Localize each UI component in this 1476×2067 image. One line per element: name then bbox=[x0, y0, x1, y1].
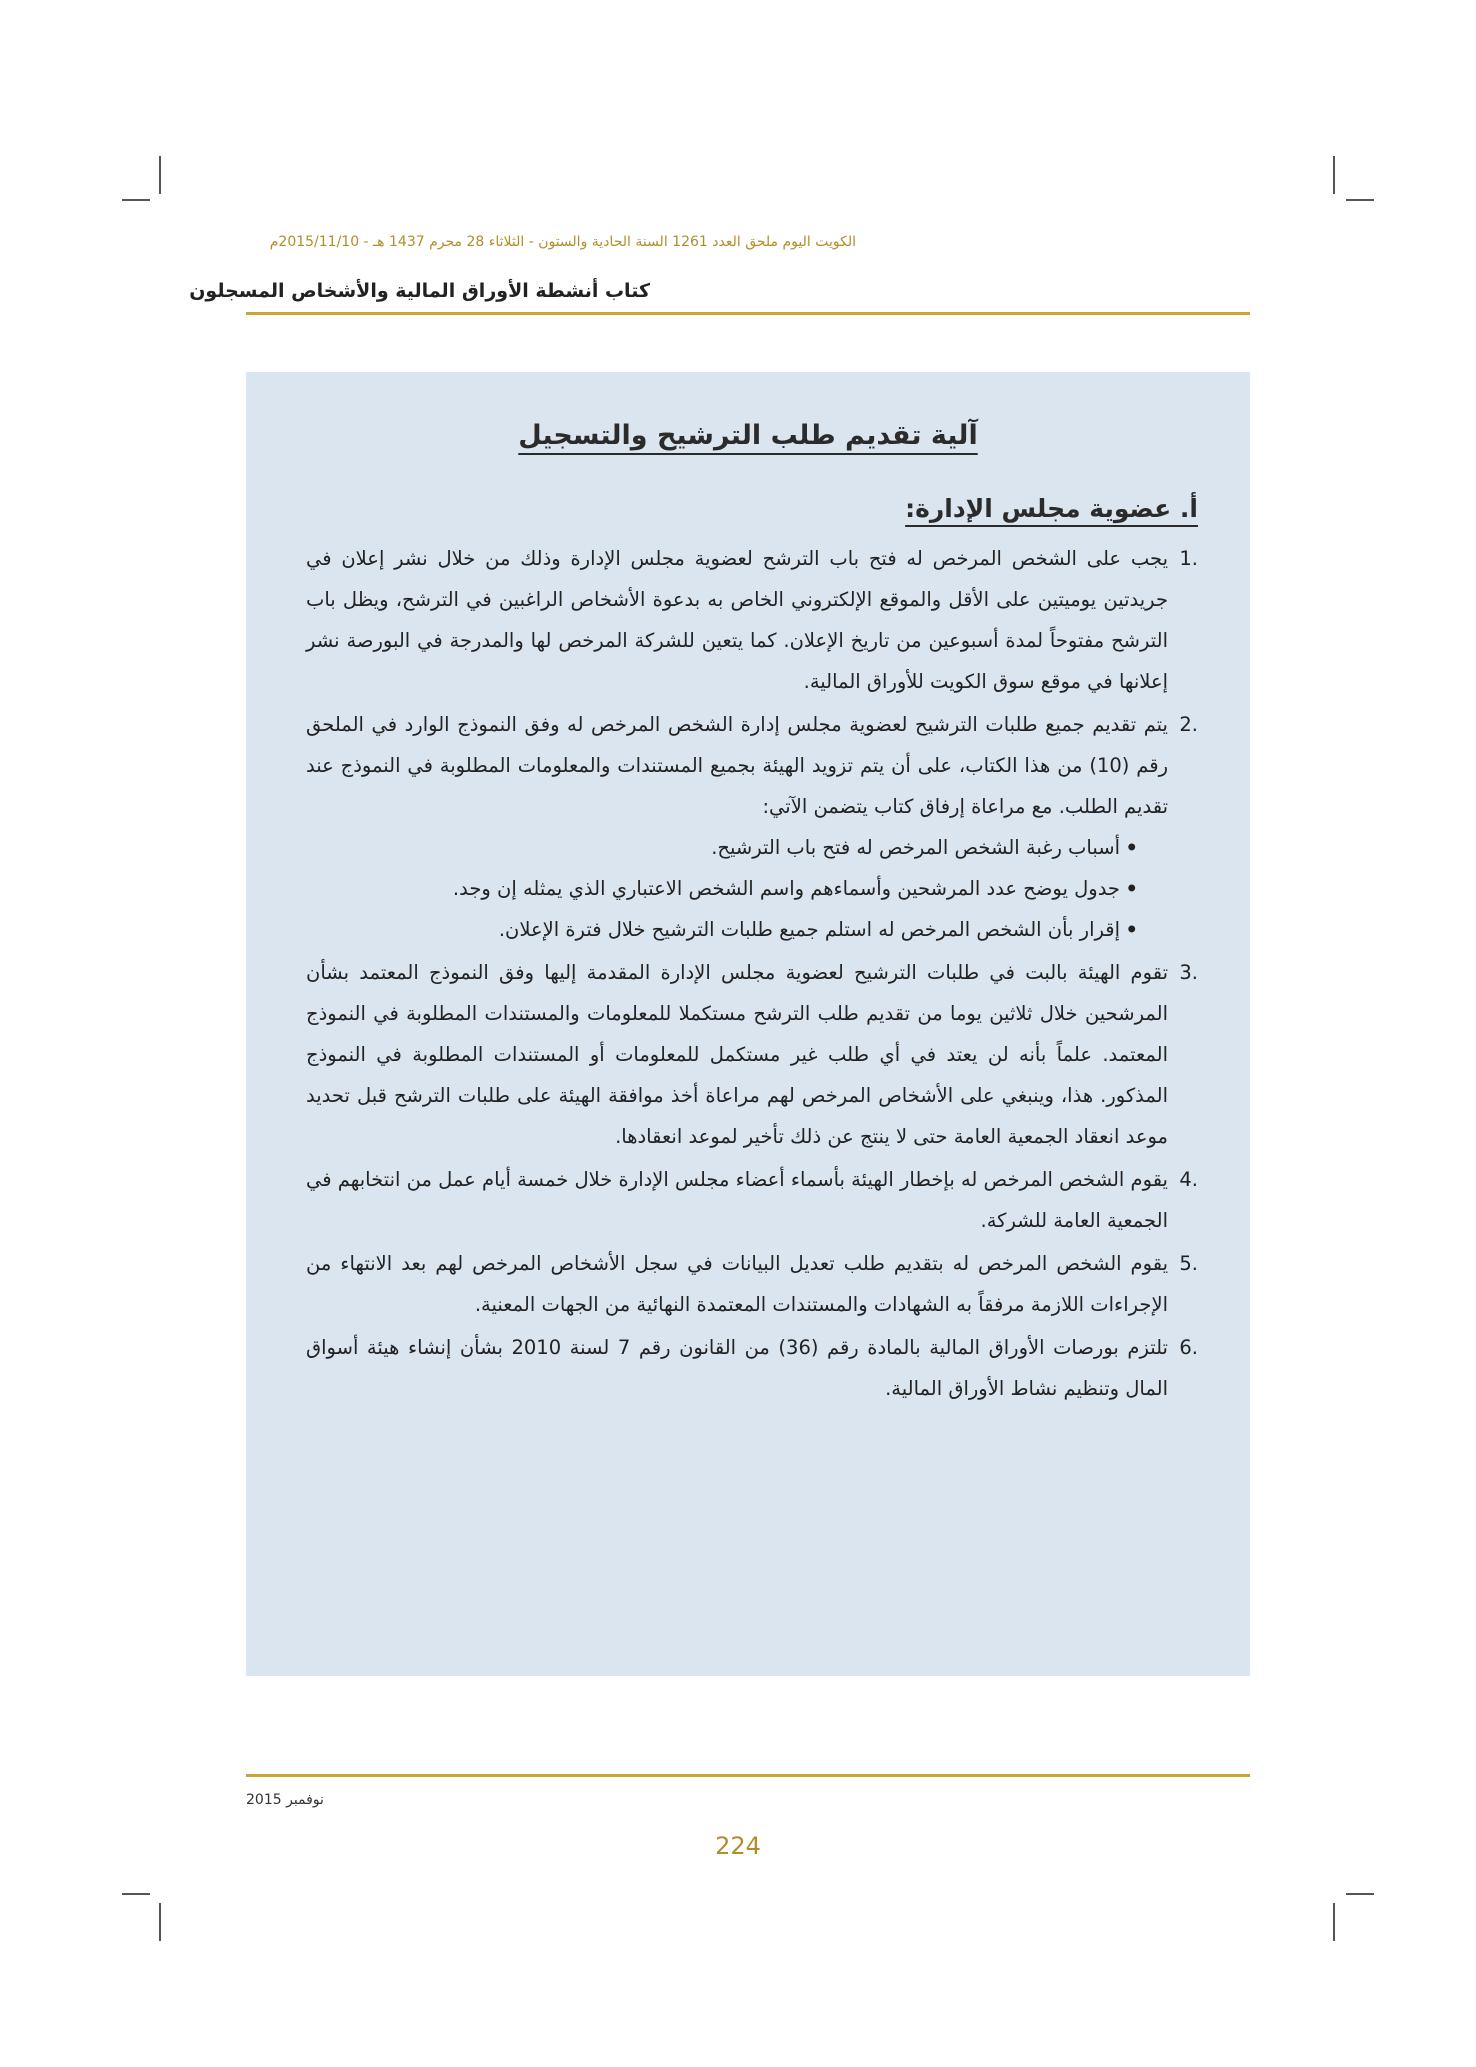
bullet-list bbox=[306, 827, 1168, 950]
list-item-2 bbox=[306, 704, 1198, 950]
list-item-number: 3. bbox=[1179, 961, 1198, 984]
list-item-body bbox=[306, 704, 1168, 950]
list-item-6 bbox=[306, 1327, 1198, 1409]
list-item-text: تلتزم بورصات الأوراق المالية بالمادة رقم (36) من القانون رقم 7 لسنة 2010 بشأن إنشاء هيئة أسواق المال وتنظيم نشاط الأوراق المالية. bbox=[306, 1336, 1168, 1400]
panel-title-text: آلية تقديم طلب الترشيح والتسجيل bbox=[518, 420, 978, 451]
list-item-4 bbox=[306, 1159, 1198, 1241]
footer-date: نوفمبر 2015 bbox=[246, 1792, 324, 1808]
panel-title bbox=[246, 420, 1250, 451]
list-item-text: يقوم الشخص المرخص له بإخطار الهيئة بأسماء أعضاء مجلس الإدارة خلال خمسة أيام عمل من انتخابهم في الجمعية العامة للشركة. bbox=[306, 1168, 1168, 1232]
book-title: كتاب أنشطة الأوراق المالية والأشخاص المسجلون bbox=[189, 280, 650, 302]
running-header: الكويت اليوم ملحق العدد 1261 السنة الحادية والستون - الثلاثاء 28 محرم 1437 هـ - 2015/11/10م bbox=[269, 234, 856, 250]
bullet-item: • أسباب رغبة الشخص المرخص له فتح باب الترشيح. bbox=[306, 827, 1138, 868]
list-item-number: 5. bbox=[1179, 1252, 1198, 1275]
crop-mark-top-right-vertical bbox=[1333, 156, 1335, 194]
list-item-1 bbox=[306, 538, 1198, 702]
bullet-item: • إقرار بأن الشخص المرخص له استلم جميع طلبات الترشيح خلال فترة الإعلان. bbox=[306, 909, 1138, 950]
list-item-number: 2. bbox=[1179, 713, 1198, 736]
section-heading: أ. عضوية مجلس الإدارة: bbox=[905, 494, 1198, 523]
list-item-3 bbox=[306, 952, 1198, 1157]
crop-mark-bottom-right-horizontal bbox=[1346, 1893, 1374, 1895]
content-panel bbox=[246, 372, 1250, 1676]
crop-mark-top-left-vertical bbox=[159, 156, 161, 194]
list-item-text: يتم تقديم جميع طلبات الترشيح لعضوية مجلس إدارة الشخص المرخص له وفق النموذج الوارد في الملحق رقم (10) من هذا الكتاب، على أن يتم تزويد الهيئة بجميع المستندات والمعلومات المطلوبة في النموذج عند تقديم الطلب. مع مراعاة إرفاق كتاب يتضمن الآتي: bbox=[306, 713, 1168, 818]
list-item-text: يقوم الشخص المرخص له بتقديم طلب تعديل البيانات في سجل الأشخاص المرخص لهم بعد الانتهاء من الإجراءات اللازمة مرفقاً به الشهادات والمستندات المعتمدة النهائية من الجهات المعنية. bbox=[306, 1252, 1168, 1316]
list-item-number: 1. bbox=[1179, 547, 1198, 570]
crop-mark-bottom-left-horizontal bbox=[122, 1893, 150, 1895]
crop-mark-bottom-left-vertical bbox=[159, 1903, 161, 1941]
header-rule bbox=[246, 312, 1250, 315]
list-item-text: يجب على الشخص المرخص له فتح باب الترشح لعضوية مجلس الإدارة وذلك من خلال نشر إعلان في جريدتين يوميتين على الأقل والموقع الإلكتروني الخاص به بدعوة الأشخاص الراغبين في الترشح، ويظل باب الترشح مفتوحاً لمدة أسبوعين من تاريخ الإعلان. كما يتعين للشركة المرخص لها والمدرجة في البورصة نشر إعلانها في موقع سوق الكويت للأوراق المالية. bbox=[306, 547, 1168, 693]
crop-mark-top-right-horizontal bbox=[1346, 199, 1374, 201]
list-item-number: 6. bbox=[1179, 1336, 1198, 1359]
bullet-item: • جدول يوضح عدد المرشحين وأسماءهم واسم الشخص الاعتباري الذي يمثله إن وجد. bbox=[306, 868, 1138, 909]
numbered-list bbox=[306, 538, 1198, 1411]
page-number: 224 bbox=[715, 1832, 761, 1860]
footer-rule bbox=[246, 1774, 1250, 1777]
list-item-text: تقوم الهيئة بالبت في طلبات الترشيح لعضوية مجلس الإدارة المقدمة إليها وفق النموذج المعتمد بشأن المرشحين خلال ثلاثين يوما من تقديم طلب الترشح مستكملا للمعلومات والمستندات المطلوبة في النموذج المعتمد. علماً بأنه لن يعتد في أي طلب غير مستكمل للمعلومات أو المستندات المطلوبة في النموذج المذكور. هذا، وينبغي على الأشخاص المرخص لهم مراعاة أخذ موافقة الهيئة على طلبات الترشح قبل تحديد موعد انعقاد الجمعية العامة حتى لا ينتج عن ذلك تأخير لموعد انعقادها. bbox=[306, 961, 1168, 1148]
crop-mark-top-left-horizontal bbox=[122, 199, 150, 201]
list-item-number: 4. bbox=[1179, 1168, 1198, 1191]
crop-mark-bottom-right-vertical bbox=[1333, 1903, 1335, 1941]
list-item-5 bbox=[306, 1243, 1198, 1325]
